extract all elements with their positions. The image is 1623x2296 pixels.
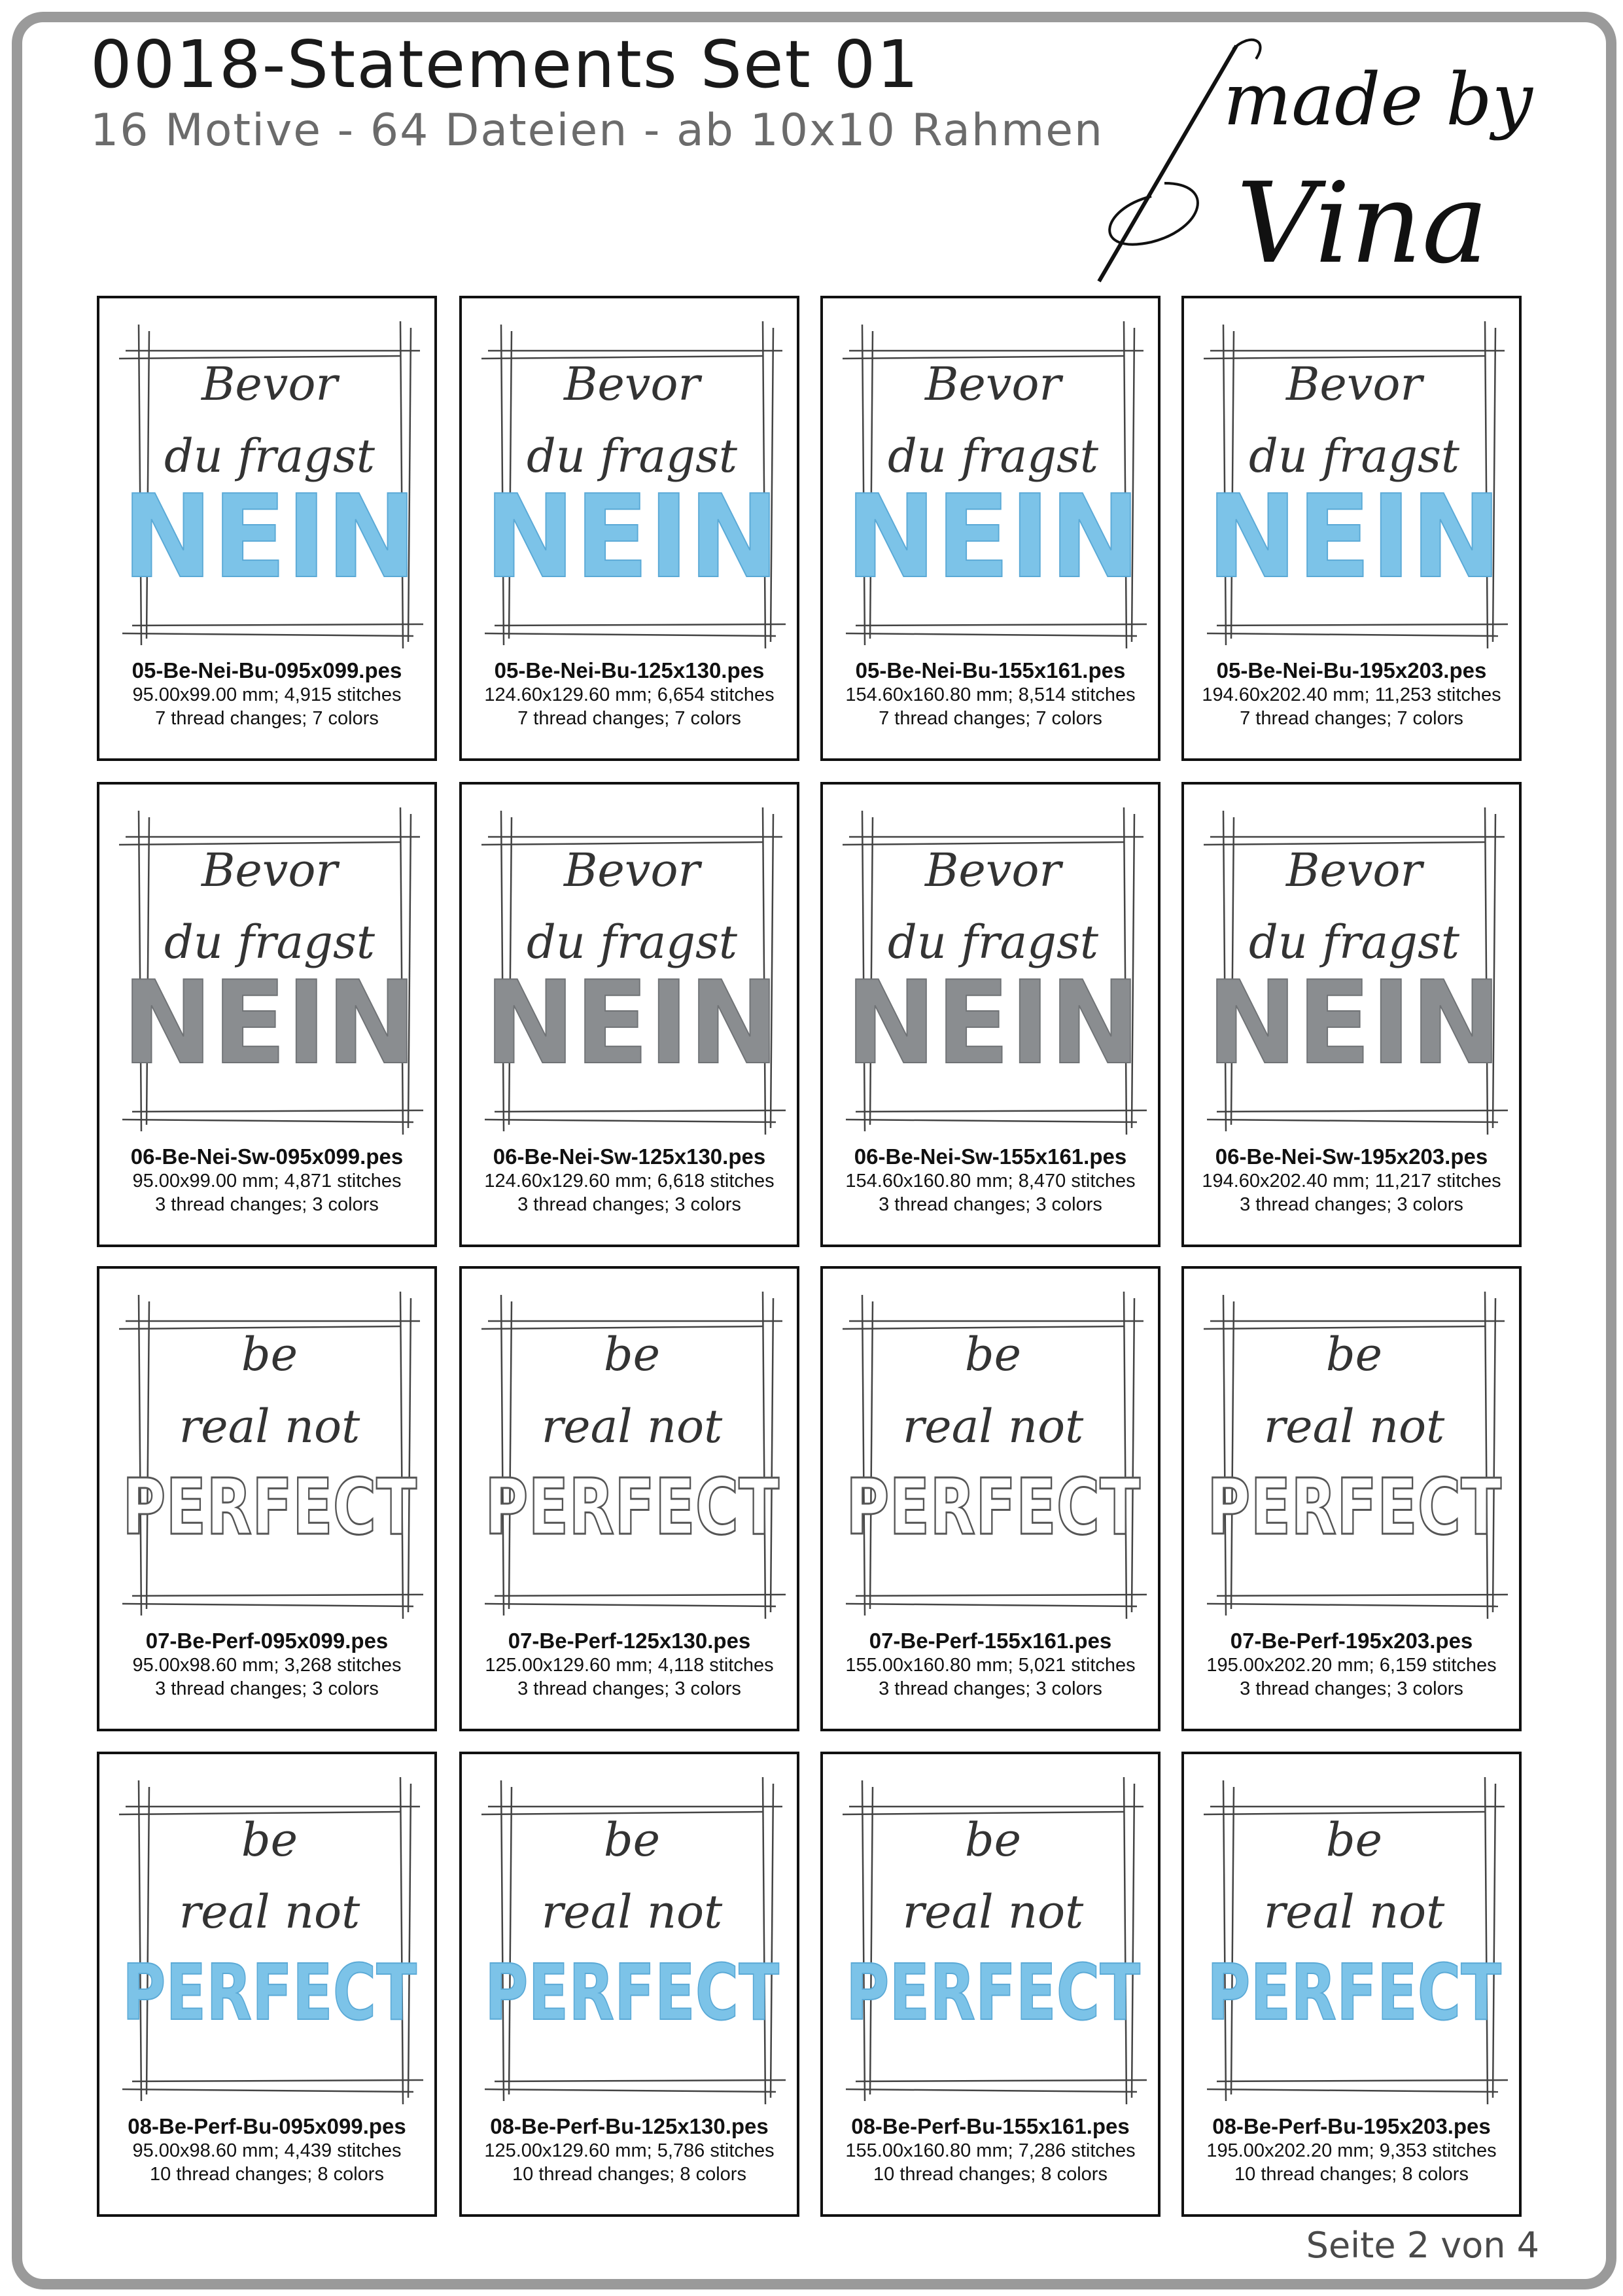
- file-colors: 3 thread changes; 3 colors: [1240, 1678, 1463, 1699]
- motif-card: [97, 782, 437, 1247]
- motif-preview: [475, 804, 789, 1138]
- motif-line-2: real not: [541, 1400, 723, 1453]
- motif-line-1: be: [603, 1328, 661, 1381]
- page-title: 0018-Statements Set 01: [90, 26, 920, 103]
- motif-line-1: be: [964, 1328, 1022, 1381]
- motif-line-1: Bevor: [201, 843, 338, 897]
- file-caption: [99, 2114, 434, 2186]
- motif-word: NEIN: [485, 471, 779, 604]
- motif-card: [97, 296, 437, 761]
- file-colors: 3 thread changes; 3 colors: [879, 1678, 1102, 1699]
- file-dimensions: 95.00x98.60 mm; 3,268 stitches: [132, 1655, 402, 1676]
- file-dimensions: 124.60x129.60 mm; 6,618 stitches: [484, 1171, 775, 1192]
- file-name: 07-Be-Perf-155x161.pes: [869, 1629, 1112, 1653]
- motif-line-2: du fragst: [526, 429, 738, 483]
- file-colors: 10 thread changes; 8 colors: [1234, 2164, 1469, 2185]
- motif-word: PERFECT: [122, 1462, 417, 1552]
- motif-word: NEIN: [846, 957, 1140, 1090]
- file-colors: 10 thread changes; 8 colors: [512, 2164, 746, 2185]
- motif-preview: [113, 1288, 427, 1622]
- file-caption: [823, 2114, 1158, 2186]
- motif-line-2: du fragst: [887, 915, 1099, 969]
- motif-line-2: du fragst: [164, 429, 375, 483]
- motif-preview: [113, 318, 427, 652]
- motif-card: [459, 296, 799, 761]
- file-dimensions: 95.00x99.00 mm; 4,871 stitches: [132, 1171, 402, 1192]
- motif-card: [97, 1266, 437, 1731]
- motif-preview: [113, 804, 427, 1138]
- motif-card: [1181, 1266, 1522, 1731]
- file-dimensions: 195.00x202.20 mm; 9,353 stitches: [1206, 2140, 1497, 2161]
- file-colors: 3 thread changes; 3 colors: [1240, 1194, 1463, 1215]
- motif-word: PERFECT: [846, 1947, 1140, 2038]
- file-name: 08-Be-Perf-Bu-095x099.pes: [128, 2114, 406, 2138]
- file-name: 05-Be-Nei-Bu-195x203.pes: [1216, 658, 1487, 682]
- page-number: Seite 2 von 4: [1306, 2225, 1539, 2266]
- file-dimensions: 194.60x202.40 mm; 11,253 stitches: [1202, 684, 1501, 705]
- file-caption: [99, 1629, 434, 1701]
- file-name: 06-Be-Nei-Sw-155x161.pes: [854, 1144, 1127, 1169]
- motif-card: [820, 1752, 1161, 2217]
- file-colors: 3 thread changes; 3 colors: [879, 1194, 1102, 1215]
- motif-preview: [1197, 318, 1511, 652]
- motif-word: PERFECT: [485, 1947, 779, 2038]
- logo-line2: Vina: [1236, 159, 1488, 289]
- file-dimensions: 124.60x129.60 mm; 6,654 stitches: [484, 684, 775, 705]
- motif-preview: [475, 1288, 789, 1622]
- motif-line-1: Bevor: [1285, 843, 1423, 897]
- file-colors: 3 thread changes; 3 colors: [517, 1678, 741, 1699]
- motif-preview: [1197, 1288, 1511, 1622]
- motif-word: NEIN: [122, 957, 417, 1090]
- motif-line-2: real not: [1263, 1885, 1445, 1939]
- file-colors: 7 thread changes; 7 colors: [155, 708, 379, 729]
- motif-word: PERFECT: [1207, 1947, 1501, 2038]
- motif-card: [459, 1752, 799, 2217]
- motif-card: [1181, 782, 1522, 1247]
- file-name: 07-Be-Perf-125x130.pes: [508, 1629, 751, 1653]
- motif-line-1: be: [241, 1813, 298, 1867]
- file-colors: 10 thread changes; 8 colors: [873, 2164, 1108, 2185]
- file-name: 08-Be-Perf-Bu-195x203.pes: [1212, 2114, 1491, 2138]
- file-caption: [1184, 2114, 1519, 2186]
- brand-logo: [1073, 33, 1531, 288]
- file-colors: 3 thread changes; 3 colors: [155, 1194, 379, 1215]
- file-dimensions: 95.00x98.60 mm; 4,439 stitches: [132, 2140, 402, 2161]
- file-name: 05-Be-Nei-Bu-155x161.pes: [855, 658, 1126, 682]
- motif-line-2: real not: [1263, 1400, 1445, 1453]
- file-dimensions: 194.60x202.40 mm; 11,217 stitches: [1202, 1171, 1501, 1192]
- motif-line-1: Bevor: [924, 357, 1062, 411]
- motif-card: [1181, 296, 1522, 761]
- motif-preview: [1197, 1774, 1511, 2108]
- file-name: 05-Be-Nei-Bu-125x130.pes: [494, 658, 765, 682]
- motif-line-2: real not: [179, 1400, 360, 1453]
- motif-line-2: real not: [179, 1885, 360, 1939]
- file-colors: 7 thread changes; 7 colors: [517, 708, 741, 729]
- motif-card: [97, 1752, 437, 2217]
- file-dimensions: 125.00x129.60 mm; 4,118 stitches: [485, 1655, 774, 1676]
- motif-line-1: Bevor: [563, 843, 701, 897]
- motif-line-1: Bevor: [1285, 357, 1423, 411]
- motif-card: [1181, 1752, 1522, 2217]
- motif-card: [820, 782, 1161, 1247]
- file-caption: [1184, 1144, 1519, 1216]
- file-caption: [99, 658, 434, 730]
- motif-word: NEIN: [485, 957, 779, 1090]
- file-dimensions: 154.60x160.80 mm; 8,470 stitches: [845, 1171, 1136, 1192]
- file-dimensions: 154.60x160.80 mm; 8,514 stitches: [845, 684, 1136, 705]
- motif-preview: [475, 1774, 789, 2108]
- motif-line-2: real not: [902, 1400, 1084, 1453]
- motif-line-2: du fragst: [164, 915, 375, 969]
- file-name: 08-Be-Perf-Bu-125x130.pes: [490, 2114, 769, 2138]
- file-caption: [462, 1629, 797, 1701]
- motif-line-1: be: [1325, 1328, 1383, 1381]
- file-colors: 3 thread changes; 3 colors: [155, 1678, 379, 1699]
- motif-line-1: be: [241, 1328, 298, 1381]
- file-dimensions: 155.00x160.80 mm; 5,021 stitches: [845, 1655, 1136, 1676]
- motif-preview: [836, 318, 1150, 652]
- motif-line-2: du fragst: [887, 429, 1099, 483]
- motif-line-1: be: [603, 1813, 661, 1867]
- file-caption: [462, 1144, 797, 1216]
- file-colors: 10 thread changes; 8 colors: [150, 2164, 384, 2185]
- motif-preview: [836, 1288, 1150, 1622]
- motif-card: [459, 782, 799, 1247]
- motif-word: NEIN: [122, 471, 417, 604]
- file-dimensions: 95.00x99.00 mm; 4,915 stitches: [132, 684, 402, 705]
- file-caption: [99, 1144, 434, 1216]
- file-colors: 7 thread changes; 7 colors: [1240, 708, 1463, 729]
- motif-preview: [475, 318, 789, 652]
- motif-preview: [836, 804, 1150, 1138]
- file-caption: [823, 1144, 1158, 1216]
- motif-line-1: Bevor: [563, 357, 701, 411]
- file-name: 05-Be-Nei-Bu-095x099.pes: [131, 658, 402, 682]
- file-colors: 3 thread changes; 3 colors: [517, 1194, 741, 1215]
- file-name: 06-Be-Nei-Sw-095x099.pes: [130, 1144, 404, 1169]
- file-colors: 7 thread changes; 7 colors: [879, 708, 1102, 729]
- motif-line-2: du fragst: [1248, 429, 1460, 483]
- motif-word: PERFECT: [122, 1947, 417, 2038]
- motif-line-2: du fragst: [1248, 915, 1460, 969]
- file-name: 06-Be-Nei-Sw-195x203.pes: [1215, 1144, 1488, 1169]
- file-dimensions: 125.00x129.60 mm; 5,786 stitches: [484, 2140, 775, 2161]
- file-caption: [823, 658, 1158, 730]
- motif-line-2: real not: [541, 1885, 723, 1939]
- file-name: 06-Be-Nei-Sw-125x130.pes: [493, 1144, 766, 1169]
- file-caption: [462, 2114, 797, 2186]
- motif-line-1: be: [1325, 1813, 1383, 1867]
- motif-word: NEIN: [1207, 957, 1501, 1090]
- file-caption: [823, 1629, 1158, 1701]
- motif-word: PERFECT: [485, 1462, 779, 1552]
- file-caption: [462, 658, 797, 730]
- file-name: 07-Be-Perf-195x203.pes: [1230, 1629, 1473, 1653]
- page-subtitle: 16 Motive - 64 Dateien - ab 10x10 Rahmen: [90, 105, 1104, 156]
- motif-preview: [1197, 804, 1511, 1138]
- motif-line-1: be: [964, 1813, 1022, 1867]
- file-caption: [1184, 1629, 1519, 1701]
- motif-card: [459, 1266, 799, 1731]
- file-name: 08-Be-Perf-Bu-155x161.pes: [851, 2114, 1130, 2138]
- motif-line-1: Bevor: [201, 357, 338, 411]
- file-dimensions: 195.00x202.20 mm; 6,159 stitches: [1206, 1655, 1497, 1676]
- motif-word: PERFECT: [846, 1462, 1140, 1552]
- motif-grid: [97, 296, 1527, 2218]
- motif-line-2: du fragst: [526, 915, 738, 969]
- motif-card: [820, 1266, 1161, 1731]
- motif-word: NEIN: [846, 471, 1140, 604]
- file-dimensions: 155.00x160.80 mm; 7,286 stitches: [845, 2140, 1136, 2161]
- motif-word: PERFECT: [1207, 1462, 1501, 1552]
- file-caption: [1184, 658, 1519, 730]
- motif-line-1: Bevor: [924, 843, 1062, 897]
- motif-preview: [113, 1774, 427, 2108]
- logo-line1: made by: [1223, 58, 1533, 141]
- file-name: 07-Be-Perf-095x099.pes: [145, 1629, 389, 1653]
- motif-line-2: real not: [902, 1885, 1084, 1939]
- motif-card: [820, 296, 1161, 761]
- motif-word: NEIN: [1207, 471, 1501, 604]
- motif-preview: [836, 1774, 1150, 2108]
